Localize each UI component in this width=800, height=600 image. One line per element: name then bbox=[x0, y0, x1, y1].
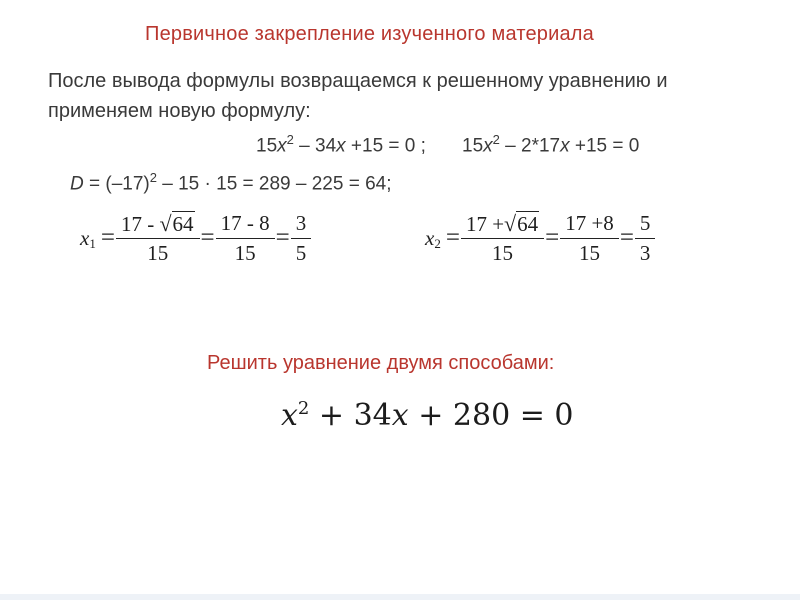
fraction-denominator: 3 bbox=[639, 240, 651, 265]
variable-x: x bbox=[391, 398, 409, 433]
middle-term: – 2*17 bbox=[499, 135, 561, 157]
fraction-denominator: 5 bbox=[295, 240, 307, 265]
fraction-denominator: 15 bbox=[147, 241, 169, 266]
fraction bbox=[560, 211, 619, 264]
variable-d: D bbox=[70, 173, 84, 195]
page-title: Первичное закрепление изученного материала bbox=[145, 23, 595, 45]
coef: 15 bbox=[462, 135, 484, 157]
root1-expression bbox=[80, 206, 311, 270]
intro-line-1: После вывода формулы возвращаемся к решенному уравнению и bbox=[48, 70, 668, 92]
discriminant-line bbox=[70, 170, 392, 195]
equals-sign: = bbox=[619, 224, 634, 251]
fraction bbox=[291, 211, 312, 264]
coef: 15 bbox=[256, 135, 278, 157]
tail-term: + 280 = 0 bbox=[408, 398, 574, 433]
equals-sign: = bbox=[545, 224, 560, 251]
variable-x: x bbox=[560, 135, 570, 157]
fraction-denominator: 15 bbox=[579, 240, 601, 265]
sqrt-icon: √ bbox=[504, 210, 517, 236]
fraction bbox=[635, 211, 656, 264]
disc-open: = (–17) bbox=[83, 173, 150, 195]
tail-term: +15 = 0 bbox=[569, 135, 640, 157]
equals-sign: = bbox=[200, 224, 215, 251]
variable-x: x bbox=[281, 398, 298, 433]
task-prompt: Решить уравнение двумя способами: bbox=[207, 352, 555, 374]
fraction-numerator bbox=[291, 211, 312, 238]
intro-line-2: применяем новую формулу: bbox=[48, 100, 311, 122]
numerator-text: 3 bbox=[295, 211, 307, 236]
fraction-numerator bbox=[116, 211, 200, 239]
final-equation bbox=[281, 398, 573, 433]
fraction-numerator bbox=[461, 211, 544, 239]
fraction-numerator bbox=[216, 211, 275, 238]
fraction-numerator bbox=[635, 211, 656, 238]
variable-x: x bbox=[277, 135, 287, 157]
numerator-text: 5 bbox=[639, 211, 651, 236]
equals-sign: = bbox=[445, 224, 460, 251]
exponent: 2 bbox=[492, 132, 500, 147]
variable-x: x bbox=[483, 135, 493, 157]
tail-term: +15 = 0 ; bbox=[345, 135, 426, 157]
numerator-text: 17 - 8 bbox=[220, 211, 270, 236]
radicand: 64 bbox=[517, 211, 539, 236]
footer-strip bbox=[0, 594, 800, 600]
subscript: 1 bbox=[89, 236, 96, 251]
root2-expression bbox=[425, 206, 655, 270]
middle-term: – 34 bbox=[293, 135, 337, 157]
disc-tail: – 15 · 15 = 289 – 225 = 64; bbox=[156, 173, 392, 195]
fraction bbox=[461, 211, 544, 265]
variable-x: x bbox=[425, 225, 435, 250]
equation-rewritten bbox=[462, 132, 639, 157]
equals-sign: = bbox=[100, 224, 115, 251]
fraction bbox=[216, 211, 275, 264]
fraction-numerator bbox=[560, 211, 619, 238]
variable-x: x bbox=[336, 135, 346, 157]
variable-x: x bbox=[80, 225, 90, 250]
fraction bbox=[116, 211, 200, 265]
equals-sign: = bbox=[275, 224, 290, 251]
fraction-denominator: 15 bbox=[492, 241, 514, 266]
numerator-text: 17 - bbox=[120, 211, 160, 236]
intro-paragraph bbox=[48, 66, 668, 126]
exponent: 2 bbox=[149, 170, 157, 185]
sqrt-icon: √ bbox=[159, 210, 172, 236]
equation-original bbox=[256, 132, 426, 157]
exponent: 2 bbox=[297, 398, 310, 419]
numerator-text: 17 +8 bbox=[565, 211, 614, 236]
exponent: 2 bbox=[286, 132, 294, 147]
fraction-denominator: 15 bbox=[234, 240, 256, 265]
radicand: 64 bbox=[172, 211, 194, 236]
numerator-text: 17 + bbox=[465, 211, 505, 236]
subscript: 2 bbox=[434, 236, 441, 251]
middle-term: + 34 bbox=[309, 398, 392, 433]
